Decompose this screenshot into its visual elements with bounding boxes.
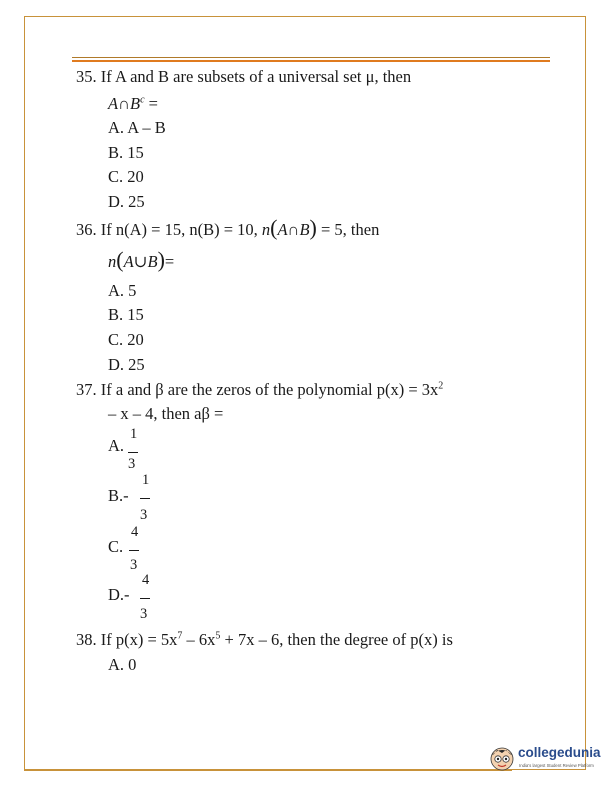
option-c: C. 20 bbox=[108, 330, 144, 349]
fraction-bar bbox=[129, 550, 139, 551]
option-d: D. 25 bbox=[108, 355, 145, 374]
option-c-numerator: 4 bbox=[131, 524, 139, 540]
option-c: C. 20 bbox=[108, 167, 144, 186]
option-a-label: A. bbox=[108, 436, 125, 455]
brand-tagline: India's largest Student Review Platform bbox=[519, 763, 594, 768]
option-b-numerator: 1 bbox=[142, 472, 150, 488]
brand-logo-block bbox=[488, 742, 604, 776]
fraction-bar bbox=[140, 598, 150, 599]
option-c-denominator: 3 bbox=[130, 557, 138, 573]
math-expression: $A\cap B^c$ = bbox=[108, 94, 158, 113]
option-d-label: D.- bbox=[108, 585, 130, 604]
option-a: A. A – B bbox=[108, 118, 166, 137]
option-a-numerator: 1 bbox=[130, 426, 138, 442]
option-b: B. 15 bbox=[108, 305, 144, 324]
option-a: A. 5 bbox=[108, 281, 137, 300]
option-a-denominator: 3 bbox=[128, 456, 136, 472]
question-stem: 36. If n(A) = 15, n(B) = 10, n(A∩B) = 5, then bbox=[76, 215, 380, 240]
header-rule-accent bbox=[72, 60, 550, 62]
option-c-label: C. bbox=[108, 537, 124, 556]
fraction-bar bbox=[128, 452, 138, 453]
fraction-bar bbox=[140, 498, 150, 499]
mascot-icon bbox=[488, 744, 516, 772]
footer-rule bbox=[24, 770, 512, 771]
option-d-numerator: 4 bbox=[142, 572, 150, 588]
question-stem-continued: – x – 4, then aβ = bbox=[108, 404, 224, 423]
question-stem: 38. If $p(x) = 5x^7 - 6x^5 + 7x - 6$, then the degree of p(x) is bbox=[76, 630, 453, 649]
question-stem: 35. If A and B are subsets of a universal set μ, then bbox=[76, 67, 412, 86]
option-d-denominator: 3 bbox=[140, 606, 148, 622]
header-rule bbox=[72, 57, 550, 58]
option-b-denominator: 3 bbox=[140, 507, 148, 523]
option-a: A. 0 bbox=[108, 655, 137, 674]
option-d: D. 25 bbox=[108, 192, 145, 211]
option-b-label: B.- bbox=[108, 486, 129, 505]
question-stem: 37. If a and β are the zeros of the polynomial $p(x) = 3x^2$ bbox=[76, 380, 444, 399]
option-b: B. 15 bbox=[108, 143, 144, 162]
math-expression: n(A∪B)= bbox=[108, 247, 175, 272]
brand-name: collegedunia bbox=[518, 745, 601, 760]
